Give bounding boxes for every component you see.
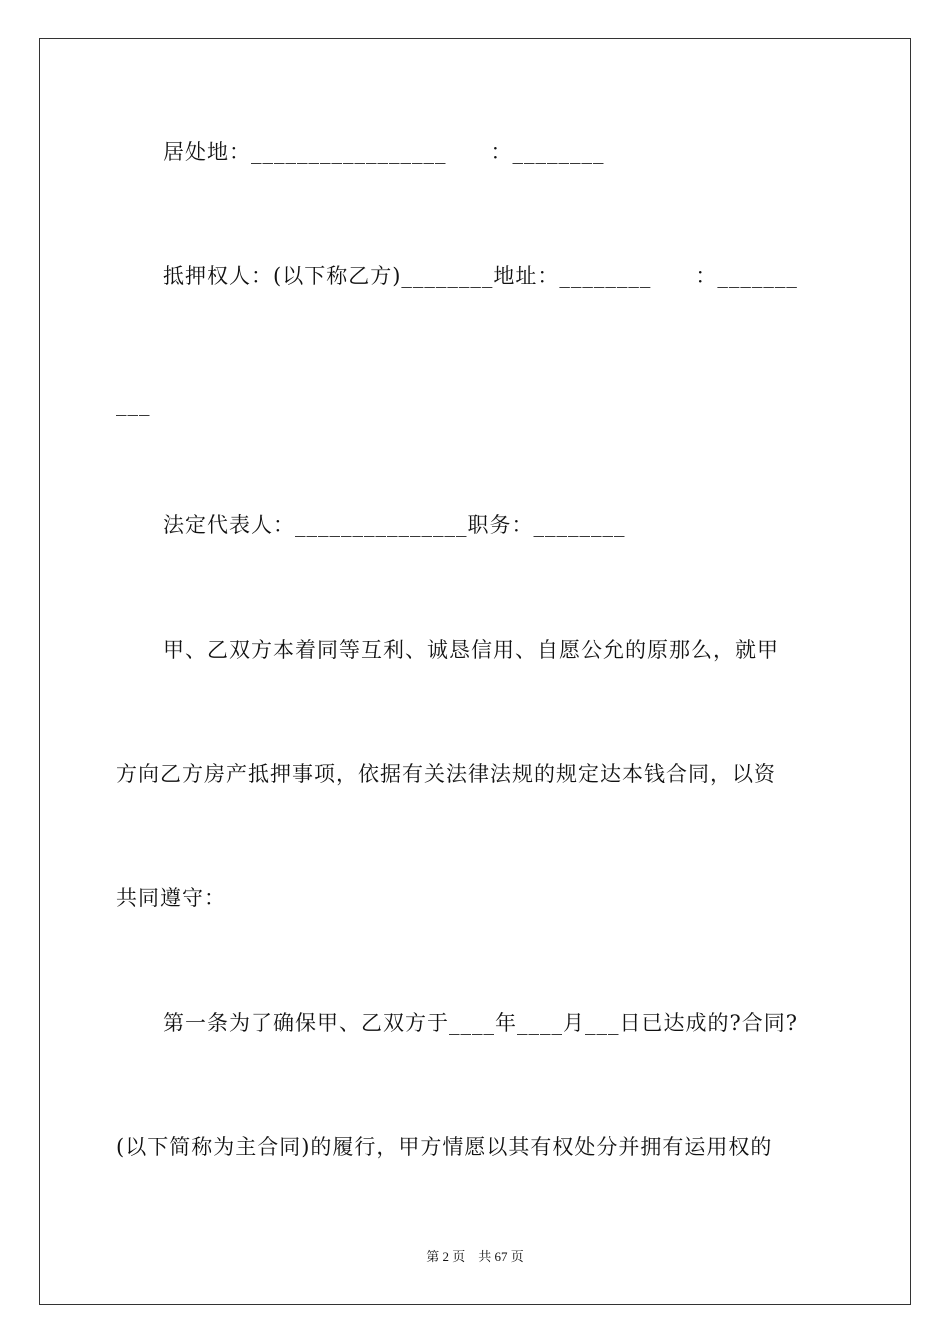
legal-representative-line: 法定代表人：_______________职务：________ <box>163 513 626 537</box>
preamble-line-2: 方向乙方房产抵押事项，依据有关法律法规的规定达本钱合同，以资 <box>116 762 776 786</box>
preamble-line-3: 共同遵守： <box>116 886 226 910</box>
article-1-line-2: (以下简称为主合同)的履行，甲方情愿以其有权处分并拥有运用权的 <box>116 1135 773 1159</box>
page-number: 第 2 页 共 67 页 <box>426 1249 524 1264</box>
residence-line: 居处地：_________________ ：________ <box>163 140 605 164</box>
article-1-line-1: 第一条为了确保甲、乙双方于____年____月___日已达成的?合同? <box>163 1011 799 1035</box>
preamble-line-1: 甲、乙双方本着同等互利、诚恳信用、自愿公允的原那么，就甲 <box>163 638 779 662</box>
mortgagee-line: 抵押权人：(以下称乙方)________地址：________ ：_______ <box>163 264 798 288</box>
mortgagee-line-continuation: ___ <box>116 392 151 416</box>
page-border <box>39 38 911 1305</box>
